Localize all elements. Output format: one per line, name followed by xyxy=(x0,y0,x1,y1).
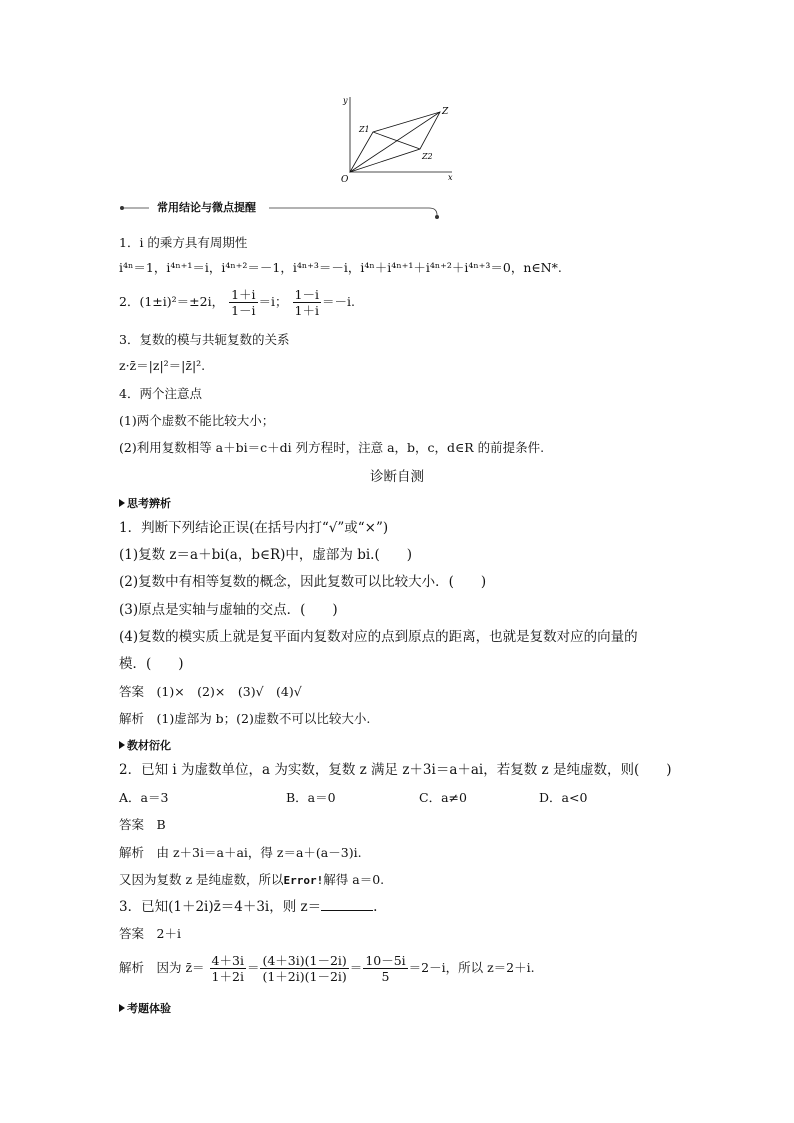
triangle-icon xyxy=(119,1004,125,1012)
conclusion-3-formula: z·z̄＝|z|²＝|z̄|². xyxy=(119,358,206,373)
conclusion-4-2: (2)利用复数相等 a＋bi＝c＋di 列方程时，注意 a，b，c，d∈R 的前提条件. xyxy=(119,440,545,455)
conclusion-1-formula: i⁴ⁿ＝1，i⁴ⁿ⁺¹＝i，i⁴ⁿ⁺²＝－1，i⁴ⁿ⁺³＝－i，i⁴ⁿ＋i⁴ⁿ⁺¹＋i⁴ⁿ⁺²＋i⁴ⁿ⁺³＝0，n∈N*. xyxy=(119,260,562,275)
q2-analysis-2-post: 解得 a＝0. xyxy=(323,872,385,887)
conclusion-2-frac1 xyxy=(229,287,257,318)
q1-s2: (2)复数中有相等复数的概念，因此复数可以比较大小．( ) xyxy=(119,574,487,590)
conclusion-2-mid: ＝i； xyxy=(258,294,288,309)
conclusion-4-1: (1)两个虚数不能比较大小； xyxy=(119,413,275,428)
diagonal-o-z xyxy=(350,112,440,172)
q3-stem-pre: 3．已知(1＋2i)z̄＝4＋3i，则 z＝ xyxy=(119,899,322,915)
q1-analysis: 解析 (1)虚部为 b；(2)虚数不可以比较大小. xyxy=(119,711,371,726)
q1-s4-line2: 模．( ) xyxy=(119,656,184,672)
frac1-den: 1－i xyxy=(231,303,256,318)
frac1-num: 1＋i xyxy=(231,287,256,302)
conclusion-2 xyxy=(119,287,355,318)
q2-option-a: A．a＝3 xyxy=(119,790,169,805)
q2-analysis-1: 解析 由 z＋3i＝a＋ai，得 z＝a＋(a－3)i. xyxy=(119,845,362,860)
complex-plane-figure xyxy=(330,92,460,187)
q2-stem: 2．已知 i 为虚数单位，a 为实数，复数 z 满足 z＋3i＝a＋ai，若复数 z 是纯虚数，则( ) xyxy=(119,762,672,778)
q3-stem-post: . xyxy=(373,899,378,915)
frac2-num: 1－i xyxy=(294,287,319,302)
frac2-den: 1＋i xyxy=(294,303,319,318)
x-axis-label: x xyxy=(448,173,453,182)
q1-s3: (3)原点是实轴与虚轴的交点．( ) xyxy=(119,602,338,618)
q2-option-b: B．a＝0 xyxy=(286,790,336,805)
triangle-icon xyxy=(119,499,125,507)
q2-option-c: C．a≠0 xyxy=(419,790,467,805)
diagonal-z1-z2 xyxy=(373,132,420,149)
subsection-1-title: 思考辨析 xyxy=(127,497,171,510)
center-title: 诊断自测 xyxy=(370,469,424,485)
q3-frac1-num: 4＋3i xyxy=(211,953,244,968)
q3-frac1-den: 1＋2i xyxy=(211,969,244,984)
q3-frac1 xyxy=(210,953,246,984)
q3-frac3-den: 5 xyxy=(381,969,390,984)
q3-frac3 xyxy=(363,953,407,984)
q1-s1: (1)复数 z＝a＋bi(a，b∈R)中，虚部为 bi.( ) xyxy=(119,547,412,563)
q3-analysis-pre: 解析 因为 z̄＝ xyxy=(119,960,205,975)
subsection-2 xyxy=(119,737,171,754)
subsection-2-title: 教材衍化 xyxy=(127,739,171,752)
q3-analysis-post: ＝2－i，所以 z＝2＋i. xyxy=(408,960,535,975)
y-axis-label: y xyxy=(343,96,348,105)
q2-analysis-2 xyxy=(119,872,384,889)
q3-answer: 答案 2＋i xyxy=(119,926,181,941)
answer-blank xyxy=(321,899,373,911)
conclusion-2-prefix: 2．(1±i)²＝±2i， xyxy=(119,294,225,309)
q1-stem: 1．判断下列结论正误(在括号内打“√”或“×”) xyxy=(119,520,389,536)
q3-frac2 xyxy=(260,953,348,984)
conclusion-1-title: 1．i 的乘方具有周期性 xyxy=(119,235,248,250)
q1-answer: 答案 (1)× (2)× (3)√ (4)√ xyxy=(119,684,302,699)
error-text: Error! xyxy=(283,874,324,887)
conclusion-2-frac2 xyxy=(293,287,321,318)
q2-option-d: D．a<0 xyxy=(539,790,588,805)
q3-stem xyxy=(119,899,377,915)
subsection-1 xyxy=(119,495,171,512)
section-header xyxy=(119,202,443,222)
conclusion-2-suffix: ＝－i. xyxy=(321,294,355,309)
q2-analysis-2-pre: 又因为复数 z 是纯虚数，所以 xyxy=(119,872,284,887)
q3-frac2-num: (4＋3i)(1－2i) xyxy=(262,953,347,968)
q2-answer: 答案 B xyxy=(119,817,166,832)
z-label: Z xyxy=(442,107,449,117)
triangle-icon xyxy=(119,741,125,749)
z1-label: Z1 xyxy=(359,125,370,134)
conclusion-4-title: 4．两个注意点 xyxy=(119,386,202,401)
subsection-3-title: 考题体验 xyxy=(127,1002,171,1015)
origin-label: O xyxy=(341,175,349,185)
z2-label: Z2 xyxy=(422,152,433,161)
q3-frac3-num: 10－5i xyxy=(365,953,406,968)
section-header-title: 常用结论与微点提醒 xyxy=(157,201,256,214)
q1-s4-line1: (4)复数的模实质上就是复平面内复数对应的点到原点的距离，也就是复数对应的向量的 xyxy=(119,629,638,645)
q3-frac2-den: (1＋2i)(1－2i) xyxy=(262,969,347,984)
conclusion-3-title: 3．复数的模与共轭复数的关系 xyxy=(119,332,290,347)
subsection-3 xyxy=(119,1000,171,1017)
q3-analysis: 解析 因为 z̄＝ $\frac{4+3i}{1+2i}$ ＝ $\frac{(4+3i)(1-2i)}{(1+2i)(1-2i)}$ ＝ $\frac{10-5i}{5}$ ＝2－i，所以 z＝2＋i. xyxy=(119,953,535,984)
